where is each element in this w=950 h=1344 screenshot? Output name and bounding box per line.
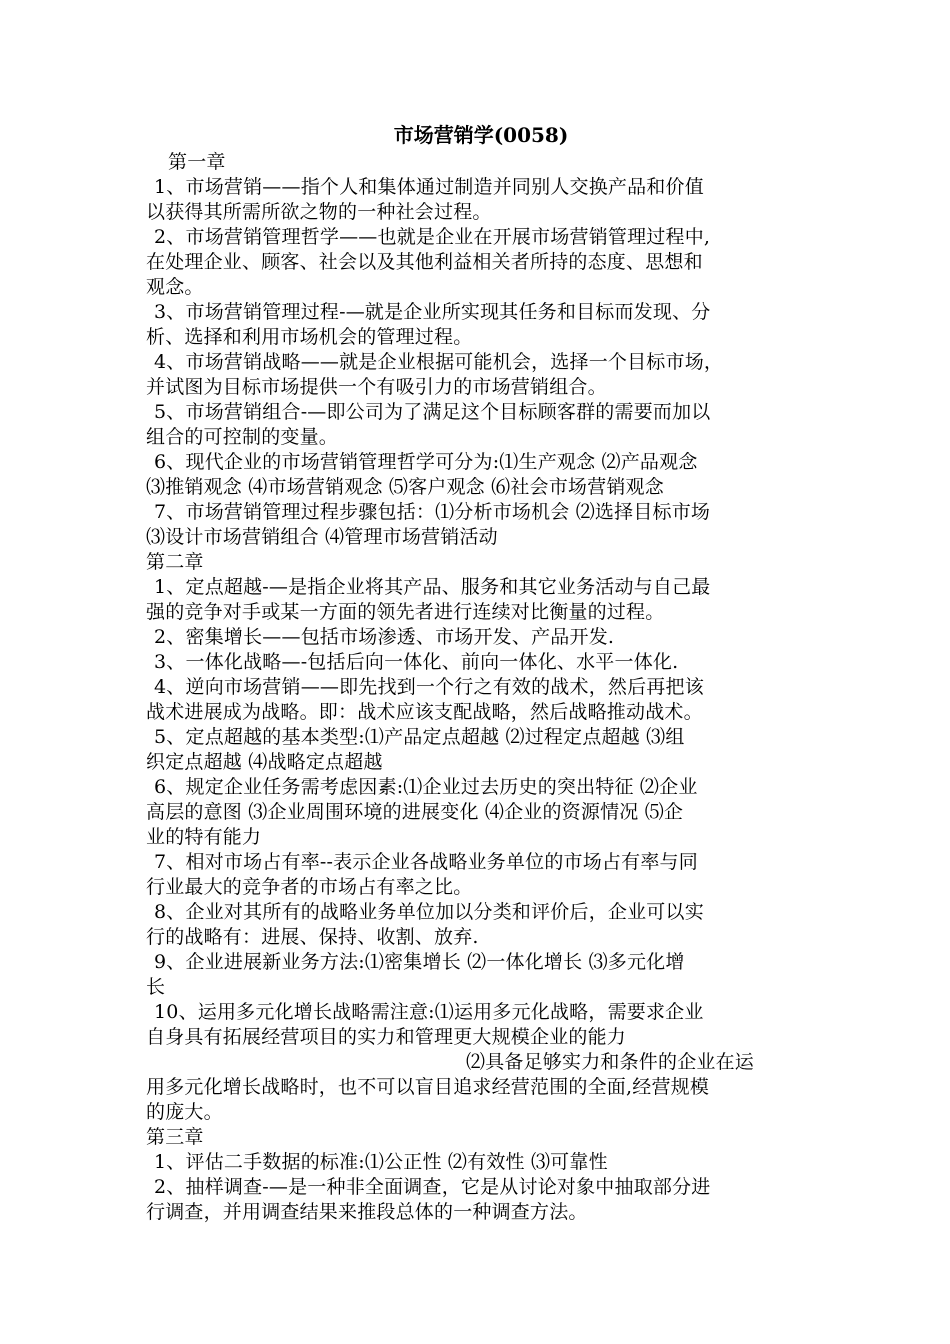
text-line: 用多元化增长战略时，也不可以盲目追求经营范围的全面,经营规模 [146,1076,710,1098]
text-line: 3、市场营销管理过程-—就是企业所实现其任务和目标而发现、分 [154,301,711,323]
text-line: 4、市场营销战略——就是企业根据可能机会，选择一个目标市场， [154,351,724,373]
text-line: 行的战略有：进展、保持、收割、放弃. [146,926,479,948]
text-line: 行调查，并用调查结果来推段总体的一种调查方法。 [146,1201,588,1223]
text-line: 第二章 [146,551,204,573]
text-line: 业的特有能力 [146,826,262,848]
text-line: 组合的可控制的变量。 [146,426,339,448]
document-title: 市场营销学(0058) [393,123,569,147]
text-line: 的庞大。 [146,1101,223,1123]
text-line: 观念。 [146,276,204,298]
text-line: 2、抽样调查-—是一种非全面调查，它是从讨论对象中抽取部分进 [154,1176,711,1198]
text-line: 7、相对市场占有率--表示企业各战略业务单位的市场占有率与同 [154,851,698,873]
text-line: 8、企业对其所有的战略业务单位加以分类和评价后，企业可以实 [154,901,704,923]
text-line: 以获得其所需所欲之物的一种社会过程。 [146,201,492,223]
text-line: 4、逆向市场营销——即先找到一个行之有效的战术，然后再把该 [154,676,704,698]
document-body [146,120,816,1225]
text-line: 5、定点超越的基本类型:⑴产品定点超越 ⑵过程定点超越 ⑶组 [154,726,685,748]
text-line: 5、市场营销组合-—即公司为了满足这个目标顾客群的需要而加以 [154,401,711,423]
text-line: 第一章 [168,151,226,173]
text-line: 析、选择和利用市场机会的管理过程。 [146,326,473,348]
text-line: 1、评估二手数据的标准:⑴公正性 ⑵有效性 ⑶可靠性 [154,1151,608,1173]
text-line: 3、一体化战略—-包括后向一体化、前向一体化、水平一体化. [154,651,679,673]
text-line: ⑵具备足够实力和条件的企业在运 [466,1051,755,1073]
text-line: 在处理企业、顾客、社会以及其他利益相关者所持的态度、思想和 [146,251,703,273]
text-line: ⑶推销观念 ⑷市场营销观念 ⑸客户观念 ⑹社会市场营销观念 [146,476,664,498]
text-line: 并试图为目标市场提供一个有吸引力的市场营销组合。 [146,376,607,398]
text-line: 6、规定企业任务需考虑因素:⑴企业过去历史的突出特征 ⑵企业 [154,776,698,798]
document-text-lines [146,150,816,1225]
text-line: 第三章 [146,1126,204,1148]
text-line: 6、现代企业的市场营销管理哲学可分为:⑴生产观念 ⑵产品观念 [154,451,698,473]
text-line: 1、市场营销——指个人和集体通过制造并同别人交换产品和价值 [154,176,704,198]
text-line: 9、企业进展新业务方法:⑴密集增长 ⑵一体化增长 ⑶多元化增 [154,951,685,973]
text-line: 7、市场营销管理过程步骤包括：⑴分析市场机会 ⑵选择目标市场 [154,501,711,523]
text-line: 行业最大的竞争者的市场占有率之比。 [146,876,473,898]
text-line: 1、定点超越-—是指企业将其产品、服务和其它业务活动与自己最 [154,576,711,598]
text-line: 自身具有拓展经营项目的实力和管理更大规模企业的能力 [146,1026,627,1048]
text-line: 织定点超越 ⑷战略定点超越 [146,751,383,773]
text-line: 战术进展成为战略。即：战术应该支配战略，然后战略推动战术。 [146,701,703,723]
text-line: 2、市场营销管理哲学——也就是企业在开展市场营销管理过程中, [154,226,711,248]
text-line: 高层的意图 ⑶企业周围环境的进展变化 ⑷企业的资源情况 ⑸企 [146,801,684,823]
text-line: 长 [146,976,166,998]
text-line: 2、密集增长——包括市场渗透、市场开发、产品开发. [154,626,615,648]
text-line: 10、运用多元化增长战略需注意:⑴运用多元化战略，需要求企业 [154,1001,704,1023]
text-line: ⑶设计市场营销组合 ⑷管理市场营销活动 [146,526,498,548]
text-line: 强的竞争对手或某一方面的领先者进行连续对比衡量的过程。 [146,601,665,623]
